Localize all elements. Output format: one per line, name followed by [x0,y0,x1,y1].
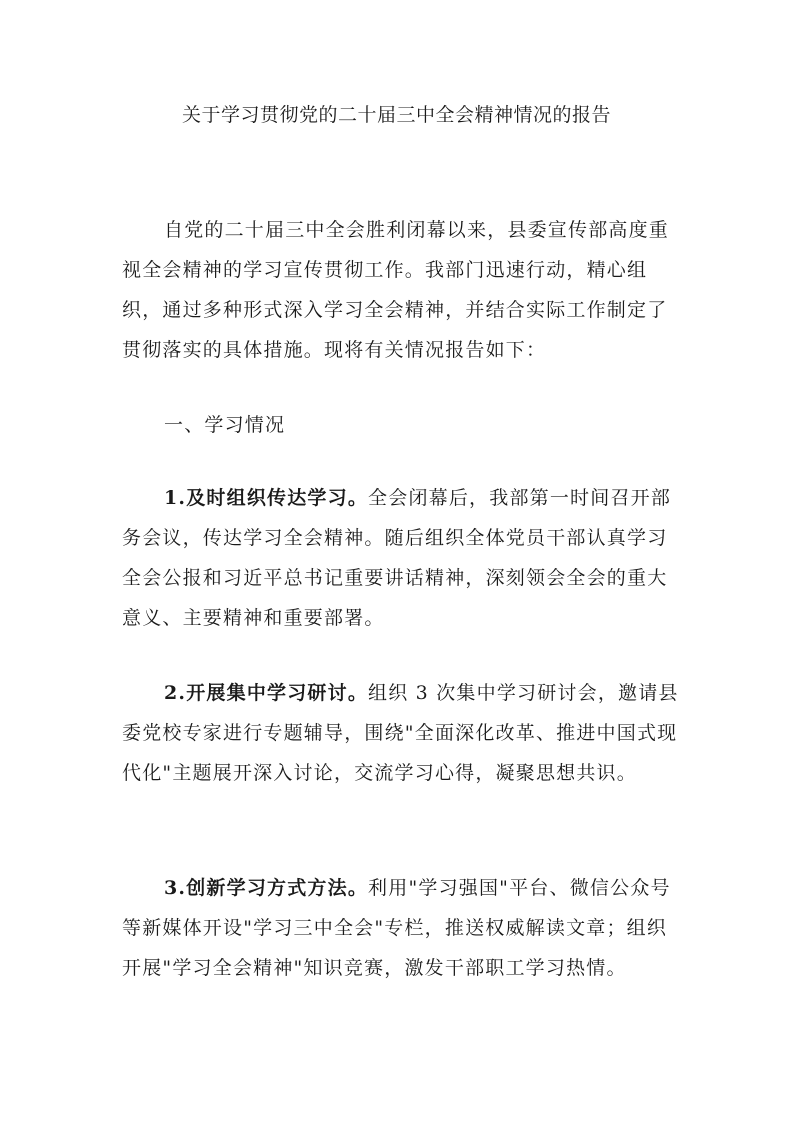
document-title: 关于学习贯彻党的二十届三中全会精神情况的报告 [181,104,611,126]
list-item [122,673,682,793]
section-heading: 一、学习情况 [164,414,286,436]
item-body: 全会闭幕后，我部第一时间召开部务会议，传达学习全会精神。随后组织全体党员干部认真学习全会公报和习近平总书记重要讲话精神，深刻领会全会的重大意义、主要精神和重要部署。 [122,487,672,629]
item-body: 利用"学习强国"平台、微信公众号等新媒体开设"学习三中全会"专栏，推送权威解读文章；组织开展"学习全会精神"知识竞赛，激发干部职工学习热情。 [122,877,671,979]
item-lead: 2.开展集中学习研讨。 [164,682,369,704]
intro-paragraph: 自党的二十届三中全会胜利闭幕以来，县委宣传部高度重视全会精神的学习宣传贯彻工作。我部门迅速行动，精心组织，通过多种形式深入学习全会精神，并结合实际工作制定了贯彻落实的具体措施。现将有关情况报告如下： [122,219,670,361]
list-item [122,868,682,988]
item-lead: 1.及时组织传达学习。 [164,487,369,509]
list-item [122,478,682,638]
item-body: 组织 3 次集中学习研讨会，邀请县委党校专家进行专题辅导，围绕"全面深化改革、推进中国式现代化"主题展开深入讨论，交流学习心得，凝聚思想共识。 [122,682,679,784]
item-lead: 3.创新学习方式方法。 [164,877,369,899]
